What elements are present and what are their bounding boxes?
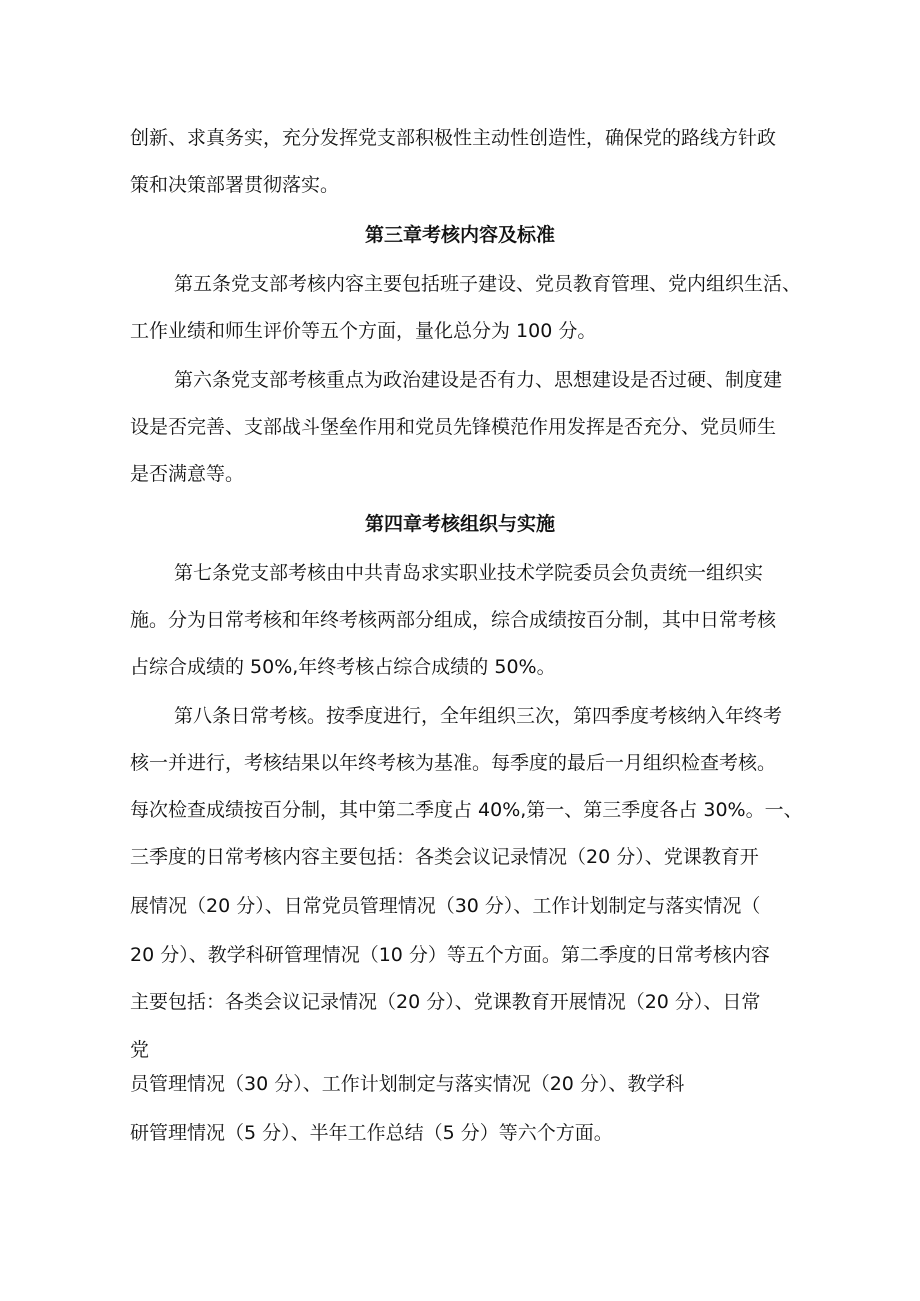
article-8-line: 第八条日常考核。按季度进行，全年组织三次，第四季度考核纳入年终考 — [174, 705, 783, 727]
article-7-line: 第七条党支部考核由中共青岛求实职业技术学院委员会负责统一组织实 — [174, 562, 764, 584]
article-8-line: 核一并进行，考核结果以年终考核为基准。每季度的最后一月组织检查考核。 — [130, 752, 777, 774]
paragraph-line: 创新、求真务实，充分发挥党支部积极性主动性创造性，确保党的路线方针政 — [130, 127, 777, 149]
article-8-line: 展情况（20 分）、日常党员管理情况（30 分）、工作计划制定与落实情况（ — [130, 895, 761, 917]
article-8-line: 主要包括：各类会议记录情况（20 分）、党课教育开展情况（20 分）、日常 — [130, 991, 761, 1013]
chapter-3-title: 第三章考核内容及标准 — [364, 224, 555, 246]
article-5-line: 工作业绩和师生评价等五个方面，量化总分为 100 分。 — [130, 320, 597, 342]
article-6-line: 设是否完善、支部战斗堡垒作用和党员先锋模范作用发挥是否充分、党员师生 — [130, 416, 777, 438]
article-5-line: 第五条党支部考核内容主要包括班子建设、党员教育管理、党内组织生活、 — [174, 273, 802, 295]
article-8-line: 每次检查成绩按百分制，其中第二季度占 40%,第一、第三季度各占 30%。一、 — [130, 799, 803, 821]
article-8-line: 20 分）、教学科研管理情况（10 分）等五个方面。第二季度的日常考核内容 — [130, 944, 770, 966]
article-6-line: 是否满意等。 — [130, 463, 245, 485]
paragraph-line: 策和决策部署贯彻落实。 — [130, 174, 340, 196]
article-6-line: 第六条党支部考核重点为政治建设是否有力、思想建设是否过硬、制度建 — [174, 369, 783, 391]
chapter-4-title: 第四章考核组织与实施 — [364, 513, 555, 535]
article-8-line: 研管理情况（5 分）、半年工作总结（5 分）等六个方面。 — [130, 1122, 613, 1144]
article-8-line: 三季度的日常考核内容主要包括：各类会议记录情况（20 分）、党课教育开 — [130, 846, 759, 868]
article-8-line: 党 — [130, 1039, 150, 1061]
article-7-line: 施。分为日常考核和年终考核两部分组成，综合成绩按百分制，其中日常考核 — [130, 609, 777, 631]
article-8-line: 员管理情况（30 分）、工作计划制定与落实情况（20 分）、教学科 — [130, 1073, 685, 1095]
article-7-line: 占综合成绩的 50%,年终考核占综合成绩的 50%。 — [130, 656, 556, 678]
